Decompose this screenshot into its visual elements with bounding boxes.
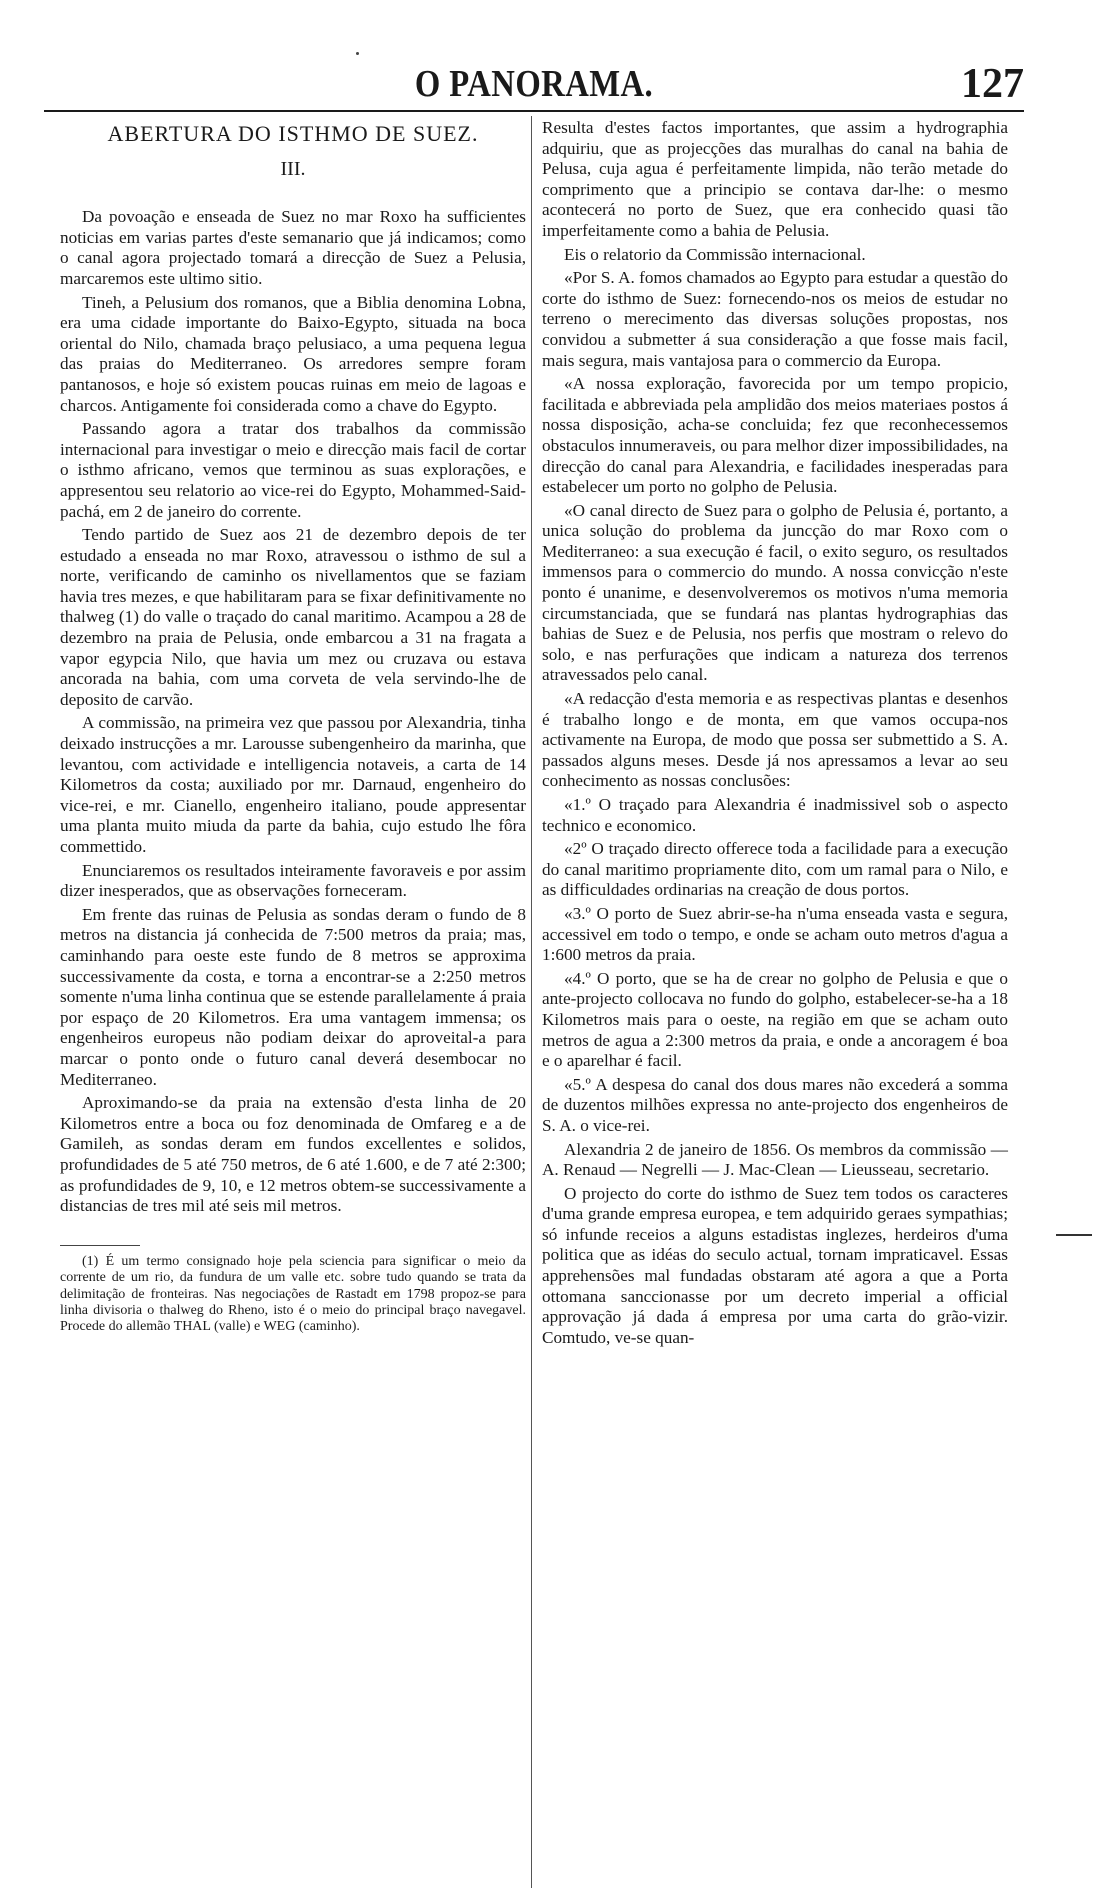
page-number: 127 <box>961 61 1024 107</box>
paragraph: Passando agora a tratar dos trabalhos da commissão internacional para investigar o meio e direcção mais facil de cortar o isthmo africano, vemos que terminou as suas explorações, e appresentou seu relatorio ao vice-rei do Egypto, Mohammed-Said-pachá, em 2 de janeiro do corrente. <box>60 419 526 521</box>
paragraph: O projecto do corte do isthmo de Suez tem todos os caracteres d'uma grande empresa europea, e tem adquirido geraes sympathias; só infunde receios a alguns estadistas inglezes, herdeiros d'uma politica que as idéas do seculo actual, tornam impraticavel. Essas apprehensões mal fundadas obstaram até agora a que a Porta ottomana sanccionasse por um decreto imperial a official approvação já dada á empresa por uma carta do grão-vizir. Comtudo, ve-se quan- <box>542 1183 1008 1347</box>
paragraph: «O canal directo de Suez para o golpho de Pelusia é, portanto, a unica solução do problema da juncção do mar Roxo com o Mediterraneo: a sua execução é facil, o exito seguro, os resultados immensos para o commercio do mundo. A nossa convicção n'este ponto é unanime, e desenvolveremos os motivos n'uma memoria circumstanciada, que se fundará nas plantas hydrographias das bahias de Suez e de Pelusia, nos perfis que mostram o relevo do solo, e nas perfurações que indicam a natureza dos terrenos atravessados pelo canal. <box>542 500 1008 685</box>
masthead <box>44 60 1024 112</box>
paragraph: Aproximando-se da praia na extensão d'esta linha de 20 Kilometros entre a boca ou foz denominada de Omfareg e a de Gamileh, as sondas deram em fundos excellentes e solidos, profundidades de 5 até 750 metros, de 6 até 1.600, e de 7 até 2:300; as profundidades de 9, 10, e 12 metros obtem-se successivamente a distancias de tres mil até seis mil metros. <box>60 1093 526 1216</box>
section-number: III. <box>280 157 306 180</box>
paragraph: «Por S. A. fomos chamados ao Egypto para estudar a questão do corte do isthmo de Suez: fornecendo-nos os meios de estudar no terreno o merecimento das diversas soluções propostas, nos convidou a submetter á sua consideração a que fosse mais facil, mais segura, mais vantajosa para o commercio da Europa. <box>542 268 1008 370</box>
paragraph: «5.º A despesa do canal dos dous mares não excederá a somma de duzentos milhões expressa no ante-projecto dos engenheiros de S. A. o vice-rei. <box>542 1074 1008 1135</box>
paragraph: «1.º O traçado para Alexandria é inadmissivel sob o aspecto technico e economico. <box>542 795 1008 835</box>
right-column <box>542 118 1008 1351</box>
journal-title: O PANORAMA. <box>414 63 654 105</box>
paragraph: Resulta d'estes factos importantes, que assim a hydrographia adquiriu, que as projecções das muralhas do canal na bahia de Pelusa, cuja agua é perfeitamente limpida, não terão metade do comprimento que a principio se contava dar-lhe: o mesmo acontecerá no porto de Suez, que era conhecido quasi tão imperfeitamente como a bahia de Pelusia. <box>542 118 1008 240</box>
paragraph: Eis o relatorio da Commissão internacional. <box>564 244 866 264</box>
paragraph: «3.º O porto de Suez abrir-se-ha n'uma enseada vasta e segura, accessivel em todo o tempo, e onde se acham outo metros d'agua a 1:600 metros da praia. <box>542 903 1008 965</box>
column-divider <box>531 116 532 1888</box>
footnote-rule <box>60 1245 140 1246</box>
paragraph: A commissão, na primeira vez que passou por Alexandria, tinha deixado instrucções a mr. Larousse subengenheiro da marinha, que levantou, com actividade e intelligencia notaveis, a carta de 14 Kilometros da costa; auxiliado por mr. Darnaud, engenheiro do vice-rei, e mr. Cianello, engenheiro italiano, poude appresentar uma planta muito miuda da parte da bahia, cujo estudo lhe fôra commettido. <box>60 713 526 856</box>
print-speck <box>356 52 359 55</box>
paragraph: Tendo partido de Suez aos 21 de dezembro depois de ter estudado a enseada no mar Roxo, atravessou o isthmo de sul a norte, verificando de caminho os nivellamentos que se faziam havia tres mezes, e que habilitaram para se fixar definitivamente no thalweg (1) do valle o traçado do canal maritimo. Acampou a 28 de dezembro na praia de Pelusia, onde embarcou a 31 na fragata a vapor egypcia Nilo, que havia um mez ou cruzava ou estava ancorada na bahia, com uma corveta de vela servindo-lhe de deposito de carvão. <box>60 525 526 709</box>
paragraph: «A nossa exploração, favorecida por um tempo propicio, facilitada e abbreviada pela amplidão dos meios materiaes postos á nossa disposição, acha-se concluida; fez que reconhecessemos obstaculos innumeraveis, ou para melhor dizer impossibilidades, na direcção do canal para Alexandria, e facilidades inesperadas para estabelecer um porto no golpho de Pelusia. <box>542 374 1008 497</box>
article-title: ABERTURA DO ISTHMO DE SUEZ. <box>107 121 479 146</box>
paragraph: Da povoação e enseada de Suez no mar Roxo ha sufficientes noticias em varias partes d'este semanario que já indicamos; como o canal agora projectado tomará a direcção de Suez a Pelusia, marcaremos este ultimo sitio. <box>60 207 526 288</box>
paragraph: Em frente das ruinas de Pelusia as sondas deram o fundo de 8 metros na distancia já conhecida de 7:500 metros da praia; mas, caminhando para oeste este fundo de 8 metros se approxima successivamente da costa, e torna a encontrar-se a 2:250 metros somente n'uma linha continua que se estende parallelamente á praia por espaço de 20 Kilometros. Era uma vantagem immensa; os engenheiros europeus não podiam deixar do aproveital-a para marcar o ponto onde o futuro canal deverá desembocar no Mediterraneo. <box>60 904 526 1089</box>
paragraph: «2º O traçado directo offerece toda a facilidade para a execução do canal maritimo propriamente dito, com um ramal para o Nilo, e as difficuldades ordinarias na creação de dous portos. <box>542 839 1008 900</box>
paragraph: Tineh, a Pelusium dos romanos, que a Biblia denomina Lobna, era uma cidade importante do Baixo-Egypto, situada na boca oriental do Nilo, chamada braço pelusiaco, a uma pequena legua das praias do Mediterraneo. Os arredores sempre foram pantanosos, e hoje só existem poucas ruinas em meio de lagoas e charcos. Antigamente foi considerada como a chave do Egypto. <box>60 292 526 415</box>
footnote: (1) É um termo consignado hoje pela sciencia para significar o meio da corrente de um rio, da fundura de um valle etc. sobre tudo quando se trata da delimitação de fronteiras. Nas negociações de Rastadt em 1798 propoz-se para linha divisoria o thalweg do Rheno, isto é o meio do principal braço navegavel. Procede do allemão THAL (valle) e WEG (caminho). <box>60 1253 526 1335</box>
paragraph: Enunciaremos os resultados inteiramente favoraveis e por assim dizer inesperados, que as observações forneceram. <box>60 860 526 901</box>
left-column <box>60 118 526 1339</box>
margin-mark <box>1056 1234 1092 1236</box>
paragraph: «4.º O porto, que se ha de crear no golpho de Pelusia e que o ante-projecto collocava no fundo do golpho, estabelecer-se-ha a 18 Kilometros mais para o oeste, na região em que se acham outo metros de agua a 2:300 metros da praia, e onde a ancoragem é boa e o aparelhar é facil. <box>542 968 1008 1071</box>
paragraph: Alexandria 2 de janeiro de 1856. Os membros da commissão — A. Renaud — Negrelli — J. Mac-Clean — Lieusseau, secretario. <box>542 1139 1008 1180</box>
paragraph: «A redacção d'esta memoria e as respectivas plantas e desenhos é trabalho longo e de monta, em que vamos occupa-nos activamente na Europa, de modo que possa ser submettido a S. A. passados alguns meses. Desde já nos apressamos a levar ao seu conhecimento as nossas conclusões: <box>542 689 1008 791</box>
